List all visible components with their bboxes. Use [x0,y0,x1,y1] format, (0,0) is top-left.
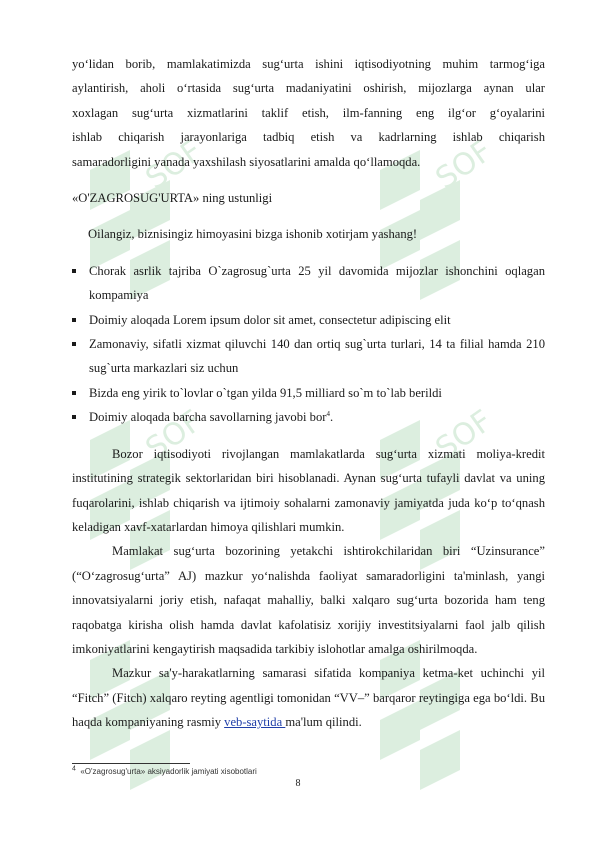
list-item: Chorak asrlik tajriba O`zagrosug`urta 25 yil davomida mijozlar ishonchini oqlagan kompamiya [72,259,545,308]
paragraph-text: ma'lum qilindi. [285,715,362,730]
paragraph-line: ishlab chiqarish jarayonlariga tadbiq etish va kadrlarning ishlab chiqarish [72,130,545,145]
paragraph [72,661,545,734]
svg-text:SOF: SOF [139,403,209,467]
section-heading: «O'ZAGROSUG'URTA» ning ustunligi [72,191,273,206]
document-body [72,52,545,735]
svg-text:SOF: SOF [139,133,209,197]
paragraph: Mamlakat sug‘urta bozorining yetakchi ishtirokchilaridan biri “Uzinsurance” (“O‘zagrosug‘urta” AJ) mazkur yo‘nalishda faoliyat samaradorligini ta'minlash, yangi innovatsiyalarni joriy etish, nafaqat mahalliy, balki xalqaro sug‘urta bozorida ham teng raqobatga kirisha olish hamda davlat kafolatisiz xorijiy investitsiyalarni faol jalb qilish imkoniyatlarini kengaytirish maqsadida tarkibiy islohotlar amalga oshirilmoqda. [72,544,545,656]
list-item [72,405,545,429]
footnote-divider [72,763,190,764]
footnote-ref[interactable]: 4 [326,410,330,419]
page-number: 8 [295,778,301,789]
list-item-text: Doimiy aloqada barcha savollarning javobi bor [89,410,327,425]
footnote-text: «O'zagrosug'urta» aksiyadorlik jamiyati xisobotlari [80,767,257,776]
paragraph-line: samaradorligini yanada yaxshilash siyosatlarini amalda qo‘llamoqda. [72,154,421,169]
paragraph-line: yo‘lidan borib, mamlakatimizda sug‘urta ishini iqtisodiyotning muhim tarmog‘iga [72,57,545,71]
svg-text:SOF: SOF [429,403,499,467]
footnote-number: 4 [72,765,76,773]
paragraph-line: aylantirish, aholi o‘rtasida sug‘urta madaniyatini oshirish, mijozlarga aynan ular [72,81,545,96]
paragraph-line: xoxlagan sug‘urta xizmatlarini taklif etish, ilm-fanning eng ilg‘or g‘oyalarini [72,105,545,120]
list-item: Zamonaviy, sifatli xizmat qiluvchi 140 dan ortiq sug`urta turlari, 14 ta filial hamda 210 sug`urta markazlari siz uchun [72,332,545,381]
list-item: Bizda eng yirik to`lovlar o`tgan yilda 91,5 milliard so`m to`lab berildi [72,381,545,405]
svg-text:SOF: SOF [429,133,499,197]
slogan: Oilangiz, biznisingiz himoyasini bizga ishonib xotirjam yashang! [88,227,418,242]
list-item: Doimiy aloqada Lorem ipsum dolor sit amet, consectetur adipiscing elit [72,308,545,332]
list-item-end: . [329,410,334,425]
paragraph-text: Mazkur sa'y-harakatlarning samarasi sifatida kompaniya ketma-ket uchinchi yil “Fitch” (Fitch) xalqaro reyting agentligi tomonidan “VV–” barqaror reytingiga ega bo‘ldi. Bu haqda kompaniyaning rasmiy [72,666,545,730]
advantages-list [72,259,545,430]
website-link[interactable]: veb-saytida [224,715,286,730]
footnote [72,766,472,778]
paragraph: Bozor iqtisodiyoti rivojlangan mamlakatlarda sug‘urta xizmati moliya-kredit institutining strategik sektorlaridan biri hisoblanadi. Aynan sug‘urta tufayli davlat va uning fuqarolarini, ishlab chiqarish va ijtimoiy sohalarni zamonaviy jamiyatda juda ko‘p to‘qnash keladigan xavf-xatarlardan himoya qilishlari mumkin. [72,446,545,534]
